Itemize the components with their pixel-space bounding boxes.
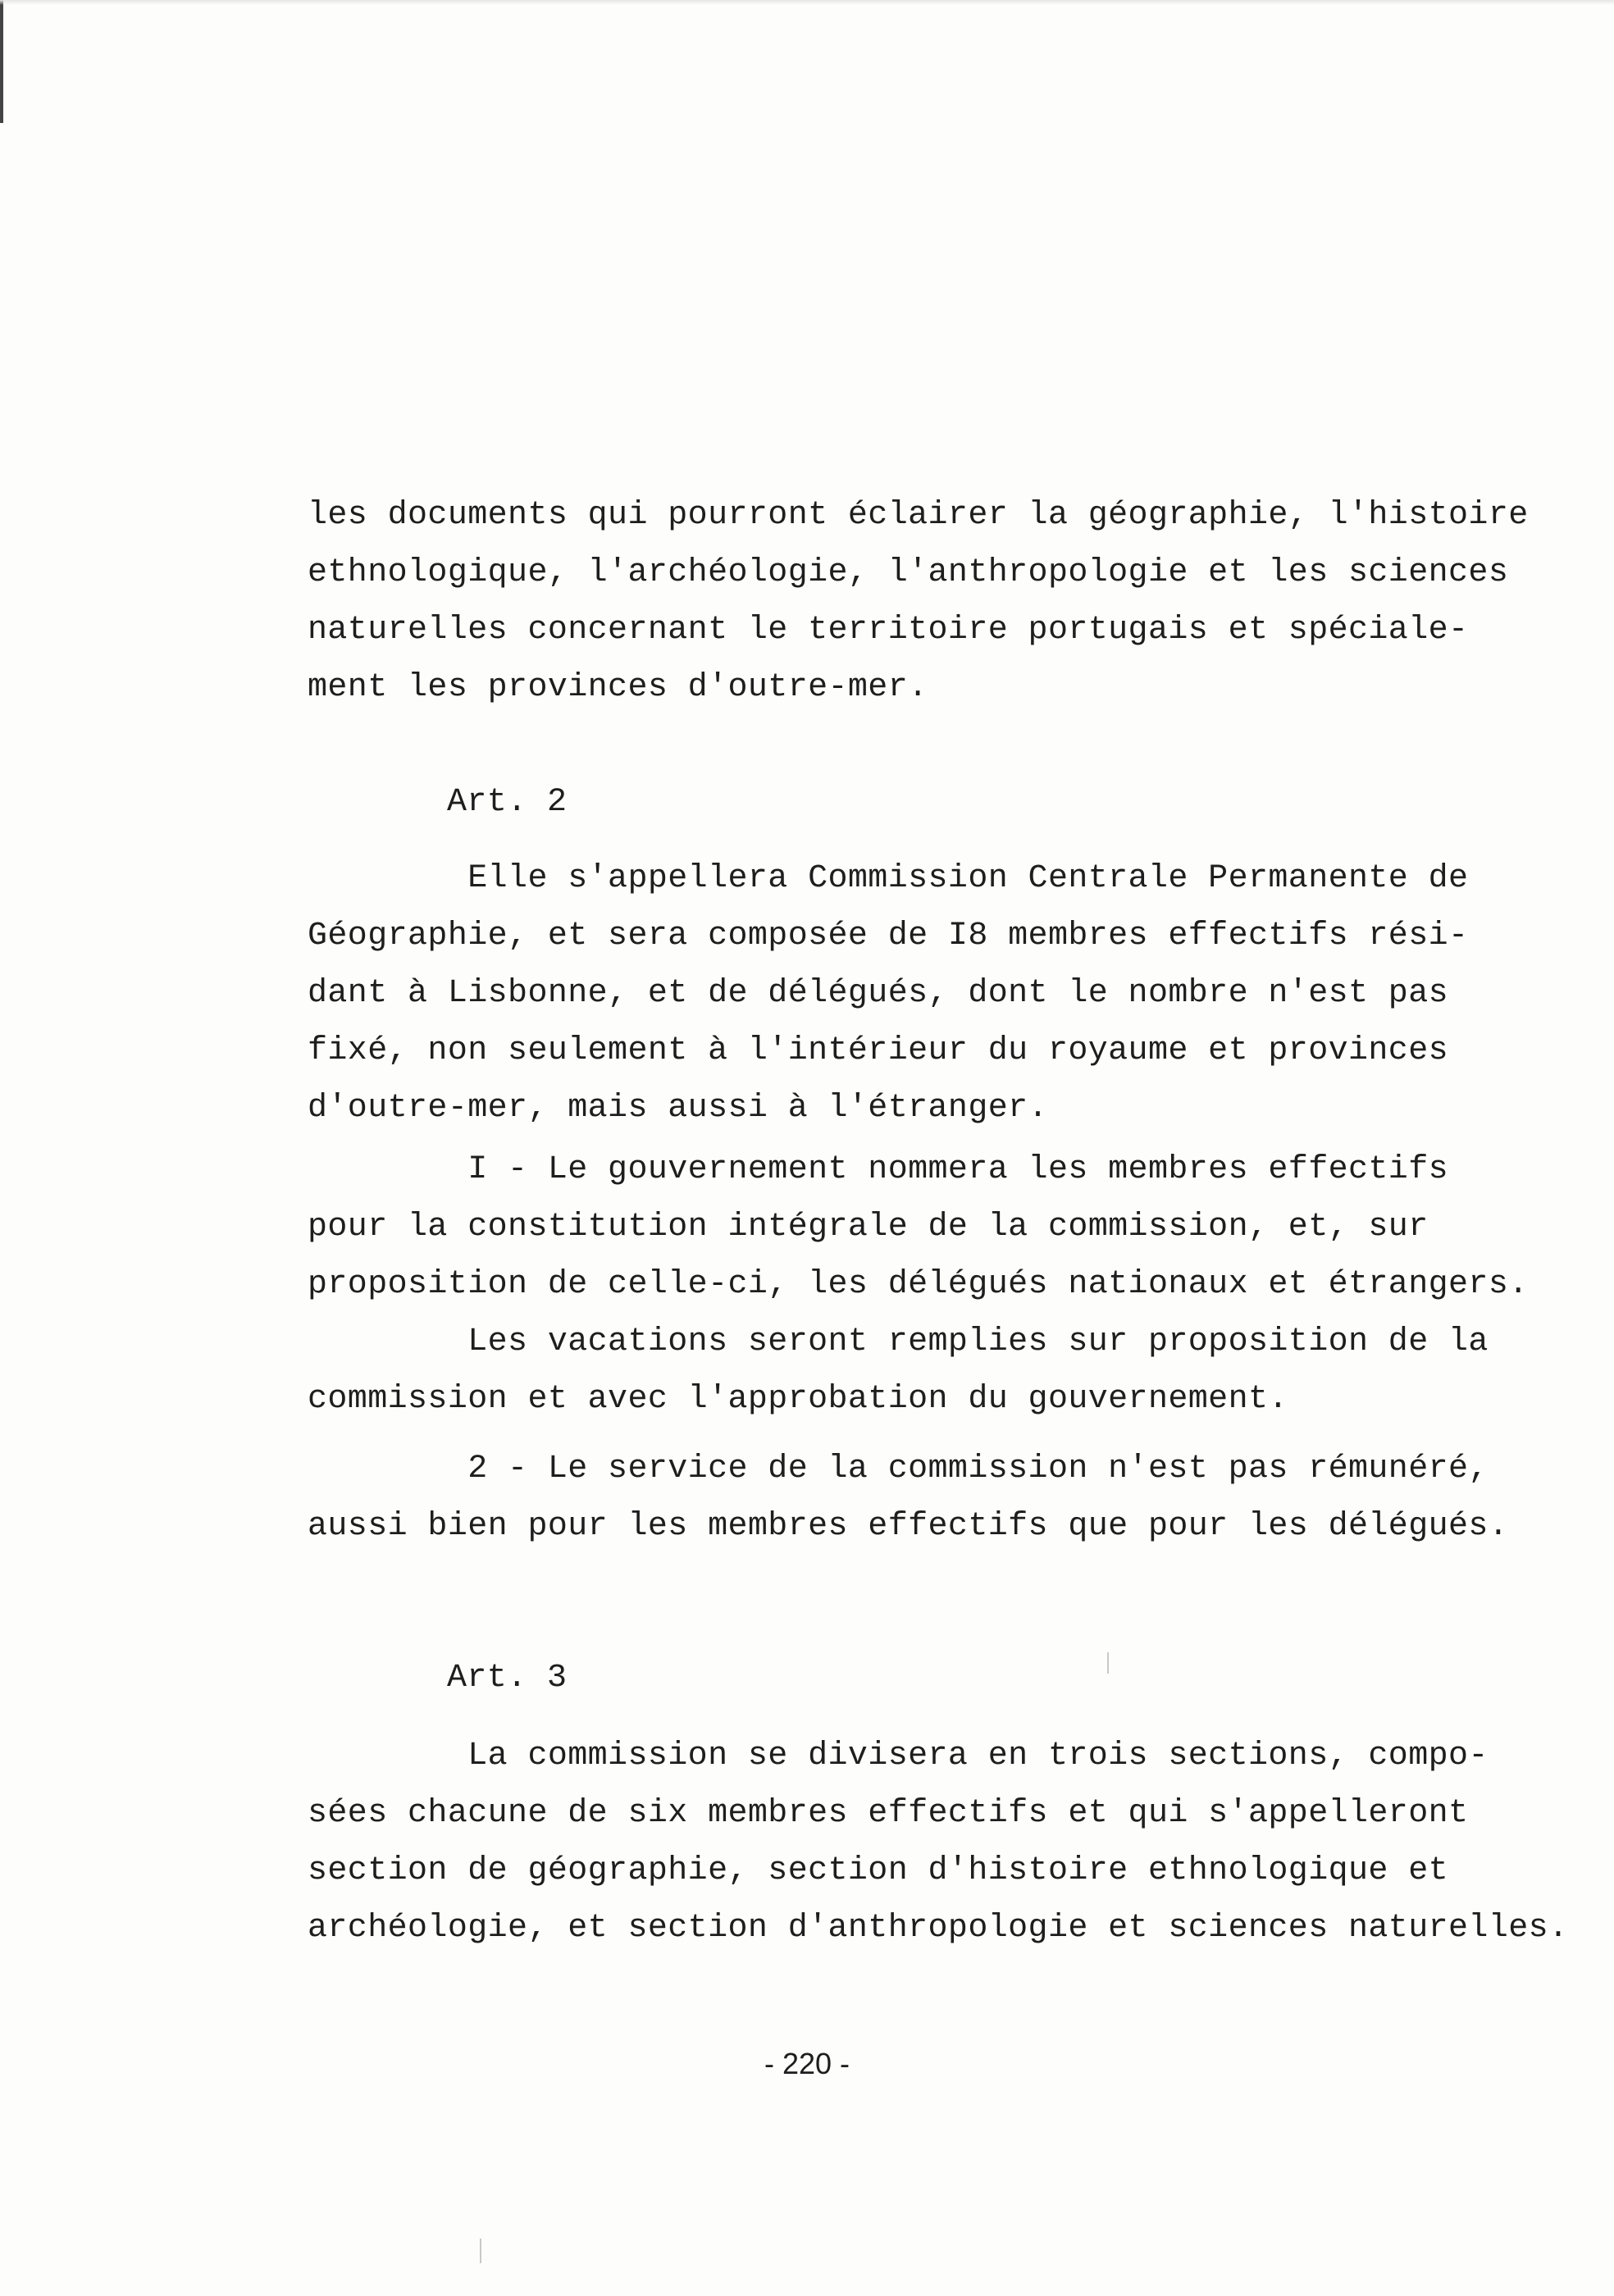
article-3-line-2: sées chacune de six membres effectifs et qui s'appelleront xyxy=(308,1795,1469,1832)
article-2-line-11: 2 - Le service de la commission n'est pas rémunéré, xyxy=(308,1451,1489,1487)
article-2-line-6: I - Le gouvernement nommera les membres effectifs xyxy=(308,1151,1449,1188)
article-2-line-12: aussi bien pour les membres effectifs que pour les délégués. xyxy=(308,1508,1509,1545)
scan-edge-mark xyxy=(0,0,3,123)
article-2-line-2: Géographie, et sera composée de I8 membres effectifs rési- xyxy=(308,918,1469,954)
article-2-heading: Art. 2 xyxy=(447,784,568,821)
article-2-line-9: Les vacations seront remplies sur proposition de la xyxy=(308,1323,1489,1360)
article-3-line-3: section de géographie, section d'histoire ethnologique et xyxy=(308,1852,1449,1889)
scan-speck xyxy=(480,2239,481,2263)
article-3-line-1: La commission se divisera en trois sections, compo- xyxy=(308,1738,1489,1774)
article-3-heading: Art. 3 xyxy=(447,1660,568,1697)
paragraph-1-line-3: naturelles concernant le territoire portugais et spéciale- xyxy=(308,612,1469,649)
article-2-line-7: pour la constitution intégrale de la commission, et, sur xyxy=(308,1209,1429,1246)
scan-speck xyxy=(1107,1652,1109,1674)
article-2-line-10: commission et avec l'approbation du gouvernement. xyxy=(308,1381,1288,1418)
article-2-line-1: Elle s'appellera Commission Centrale Permanente de xyxy=(308,860,1469,897)
article-2-line-5: d'outre-mer, mais aussi à l'étranger. xyxy=(308,1090,1048,1127)
article-2-line-8: proposition de celle-ci, les délégués nationaux et étrangers. xyxy=(308,1266,1529,1303)
article-2-line-4: fixé, non seulement à l'intérieur du royaume et provinces xyxy=(308,1032,1449,1069)
scan-top-edge xyxy=(0,0,1614,5)
article-3-line-4: archéologie, et section d'anthropologie et sciences naturelles. xyxy=(308,1910,1569,1947)
paragraph-1-line-2: ethnologique, l'archéologie, l'anthropologie et les sciences xyxy=(308,554,1509,591)
paragraph-1-line-4: ment les provinces d'outre-mer. xyxy=(308,669,928,706)
article-2-line-3: dant à Lisbonne, et de délégués, dont le nombre n'est pas xyxy=(308,975,1449,1012)
page-number: - 220 - xyxy=(764,2047,850,2080)
paragraph-1-line-1: les documents qui pourront éclairer la géographie, l'histoire xyxy=(308,497,1529,534)
